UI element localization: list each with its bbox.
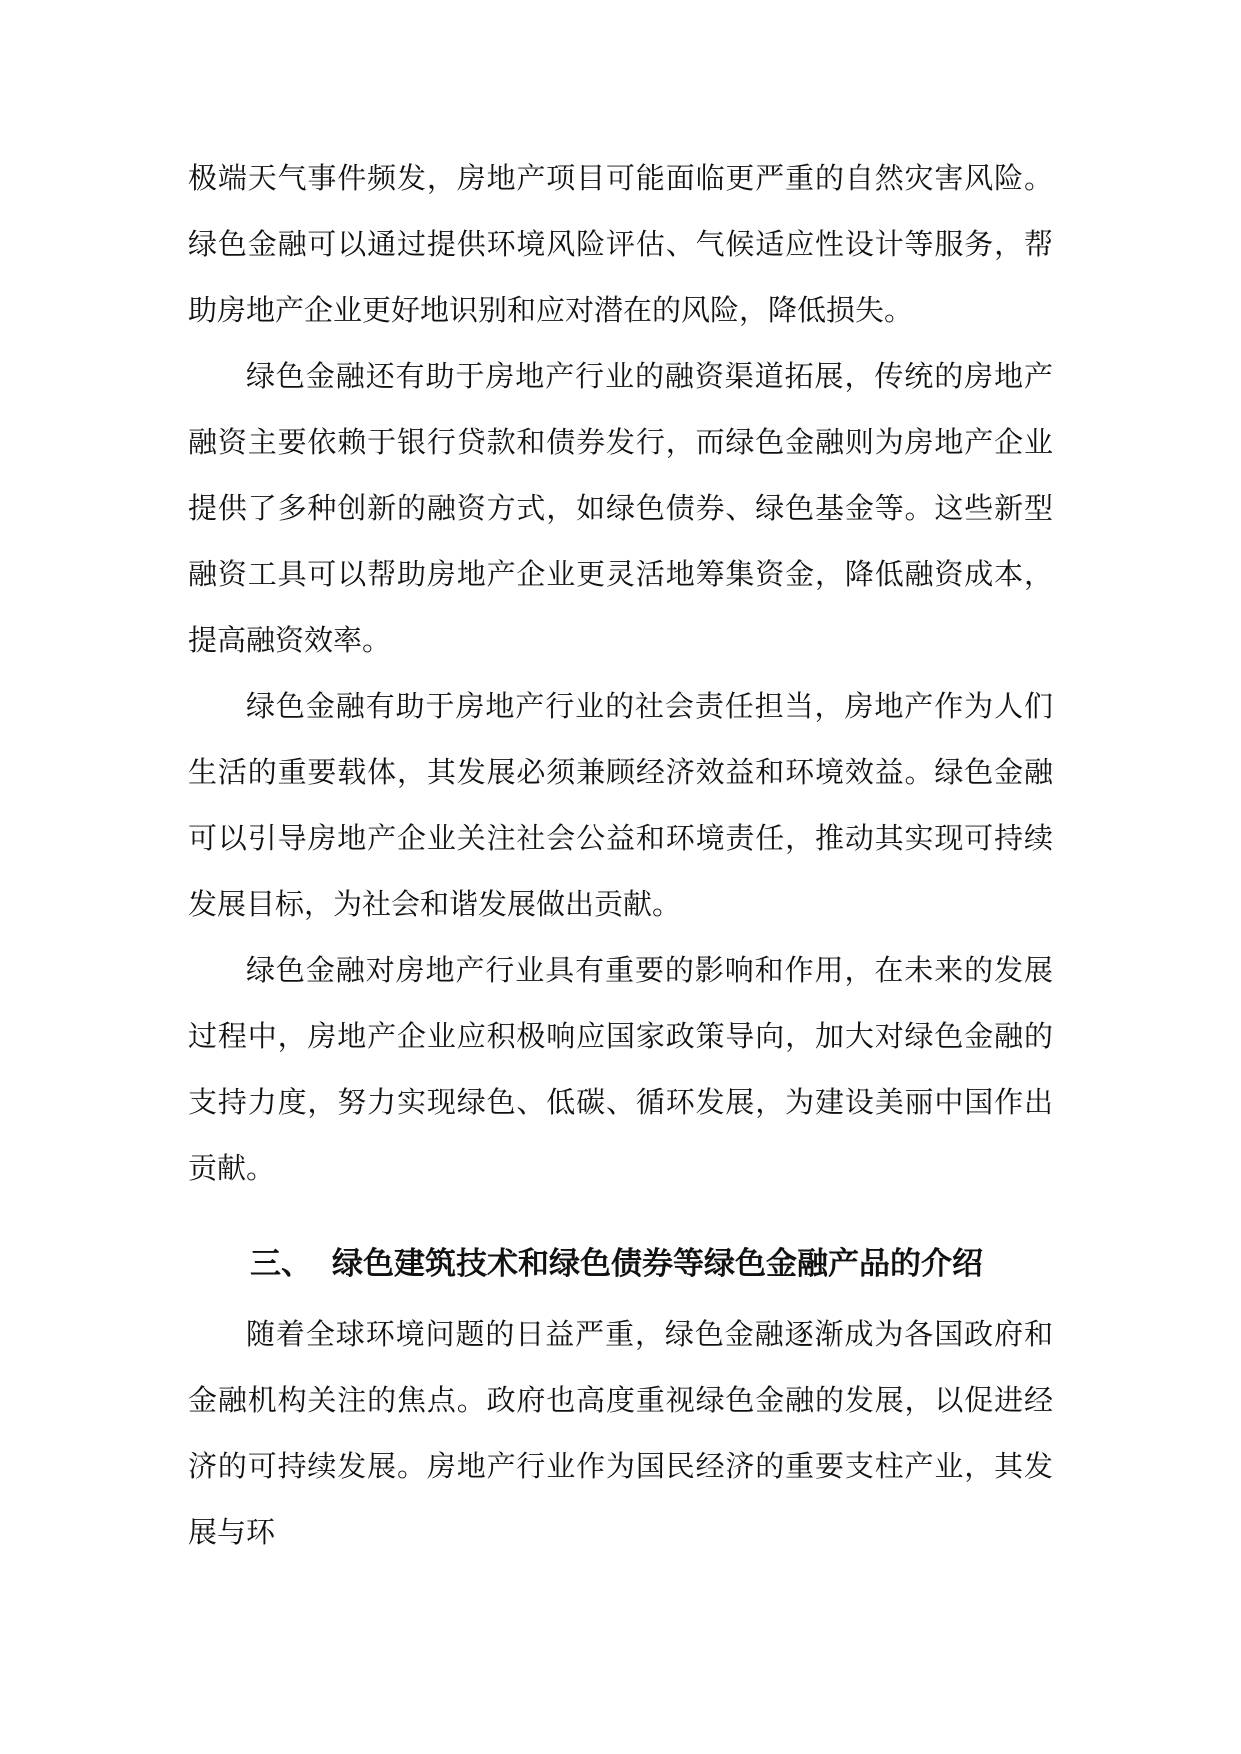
paragraph-continued: 极端天气事件频发，房地产项目可能面临更严重的自然灾害风险。绿色金融可以通过提供环境风险评估、气候适应性设计等服务，帮助房地产企业更好地识别和应对潜在的风险，降低损失。 [188,161,1053,327]
section-number: 三、 [250,1246,312,1282]
paragraph-social-responsibility: 绿色金融有助于房地产行业的社会责任担当，房地产作为人们生活的重要载体，其发展必须兼顾经济效益和环境效益。绿色金融可以引导房地产企业关注社会公益和环境责任，推动其实现可持续发展目标，为社会和谐发展做出贡献。 [188,689,1053,921]
section-heading [188,1231,1053,1297]
section-title: 绿色建筑技术和绿色债券等绿色金融产品的介绍 [332,1246,983,1282]
paragraph-section-intro: 随着全球环境问题的日益严重，绿色金融逐渐成为各国政府和金融机构关注的焦点。政府也高度重视绿色金融的发展，以促进经济的可持续发展。房地产行业作为国民经济的重要支柱产业，其发展与环 [188,1317,1053,1549]
paragraph-conclusion: 绿色金融对房地产行业具有重要的影响和作用，在未来的发展过程中，房地产企业应积极响应国家政策导向，加大对绿色金融的支持力度，努力实现绿色、低碳、循环发展，为建设美丽中国作出贡献。 [188,953,1053,1185]
paragraph-financing-channels: 绿色金融还有助于房地产行业的融资渠道拓展，传统的房地产融资主要依赖于银行贷款和债券发行，而绿色金融则为房地产企业提供了多种创新的融资方式，如绿色债券、绿色基金等。这些新型融资工具可以帮助房地产企业更灵活地筹集资金，降低融资成本，提高融资效率。 [188,359,1053,657]
